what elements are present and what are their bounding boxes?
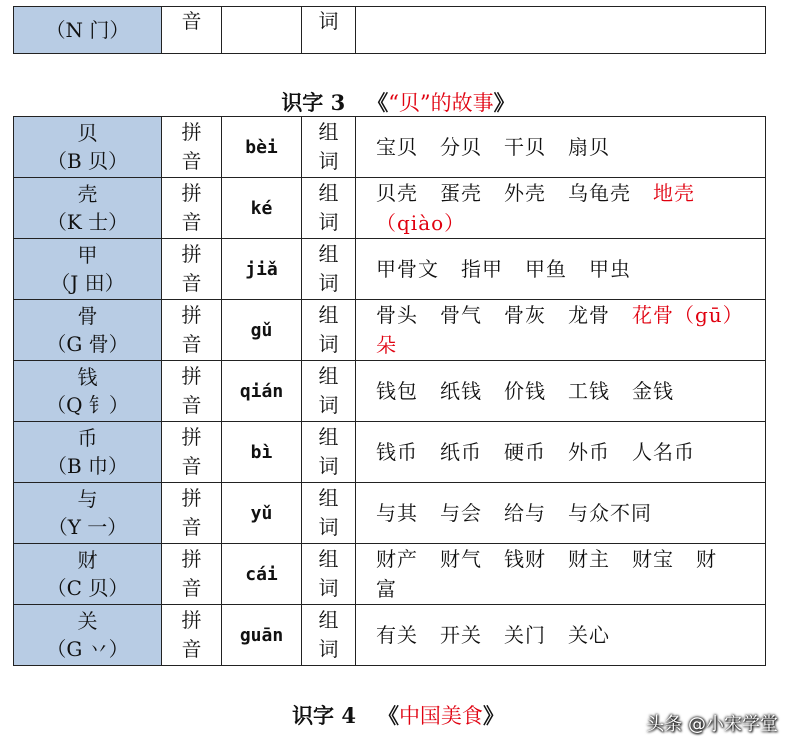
word: 指甲 — [461, 257, 503, 281]
words-cell — [356, 300, 766, 361]
radical: （Q 钅） — [46, 393, 129, 417]
character: 钱 — [77, 365, 98, 389]
word: 分贝 — [440, 135, 482, 159]
word: 甲骨文 — [376, 257, 439, 281]
words-cell — [356, 605, 766, 666]
table-row — [14, 300, 766, 361]
word: 骨气 — [440, 303, 482, 327]
label-line: 词 — [318, 393, 339, 417]
word-label-cell — [302, 117, 356, 178]
radical: （J 田） — [50, 271, 125, 295]
section4-prefix: 识字 4 — [292, 703, 356, 728]
word: 人名币 — [632, 440, 695, 464]
table-row — [14, 239, 766, 300]
label-line: 组 — [318, 425, 339, 449]
label-line: 词 — [318, 454, 339, 478]
title-bracket-close: 》 — [493, 90, 515, 115]
table-row — [14, 117, 766, 178]
label-line: 音 — [181, 210, 202, 234]
pinyin-cell: yǔ — [222, 483, 302, 544]
word-red-cont: （qiào） — [376, 211, 466, 235]
words-cell — [356, 239, 766, 300]
word: 给与 — [504, 501, 546, 525]
word-label-cell — [302, 483, 356, 544]
section4-title-red: 中国美食 — [398, 704, 483, 728]
pinyin-label-cell — [162, 544, 222, 605]
pinyin-label-cell — [162, 300, 222, 361]
label-line: 词 — [318, 576, 339, 600]
words-cell — [356, 483, 766, 544]
word-label-cell — [302, 422, 356, 483]
label-line: 组 — [318, 547, 339, 571]
table-row — [14, 178, 766, 239]
table-row — [14, 605, 766, 666]
section-title — [0, 87, 796, 117]
character-table — [13, 116, 766, 666]
word: 骨灰 — [504, 303, 546, 327]
label-line: 词 — [318, 332, 339, 356]
character: 贝 — [77, 121, 98, 145]
char-cell: （N 门） — [14, 7, 162, 54]
word: 钱币 — [376, 440, 418, 464]
label-cell: 音 — [162, 7, 222, 54]
pinyin-cell: ké — [222, 178, 302, 239]
word: 纸钱 — [440, 379, 482, 403]
word: 与会 — [440, 501, 482, 525]
label-line: 音 — [181, 454, 202, 478]
pinyin-label-cell — [162, 178, 222, 239]
label-line: 词 — [318, 515, 339, 539]
label-line: 音 — [181, 515, 202, 539]
char-cell — [14, 361, 162, 422]
words-cell — [356, 544, 766, 605]
label-line: 拼 — [181, 303, 202, 327]
character: 骨 — [77, 304, 98, 328]
pinyin-label-cell — [162, 361, 222, 422]
label-line: 词 — [318, 271, 339, 295]
table-row — [14, 544, 766, 605]
character: 壳 — [77, 182, 98, 206]
word-cont: 富 — [376, 577, 397, 601]
label-line: 拼 — [181, 181, 202, 205]
char-cell — [14, 300, 162, 361]
word: 硬币 — [504, 440, 546, 464]
word: 开关 — [440, 623, 482, 647]
radical: （B 巾） — [46, 454, 129, 478]
radical: （Y 一） — [47, 515, 128, 539]
radical: （G 丷） — [46, 637, 129, 661]
word: 龙骨 — [568, 303, 610, 327]
pinyin-label-cell — [162, 117, 222, 178]
watermark: 头条 @小宋学堂 — [646, 714, 778, 735]
pinyin-cell — [222, 7, 302, 54]
title4-bracket-open: 《 — [377, 703, 399, 728]
label-line: 音 — [181, 271, 202, 295]
label-line: 组 — [318, 608, 339, 632]
words-cell — [356, 361, 766, 422]
word-red: 地壳 — [653, 181, 695, 205]
words-cell — [356, 7, 766, 54]
word: 干贝 — [504, 135, 546, 159]
label-line: 拼 — [181, 425, 202, 449]
word: 财宝 — [632, 547, 674, 571]
word: 工钱 — [568, 379, 610, 403]
char-cell — [14, 178, 162, 239]
word: 财 — [696, 547, 717, 571]
top-partial-table — [13, 6, 766, 54]
label-line: 拼 — [181, 242, 202, 266]
word-label-cell — [302, 300, 356, 361]
char-cell — [14, 422, 162, 483]
word: 扇贝 — [568, 135, 610, 159]
char-cell — [14, 239, 162, 300]
label-line: 词 — [318, 149, 339, 173]
pinyin-cell: jiǎ — [222, 239, 302, 300]
word-red: 花骨（gū） — [632, 303, 744, 327]
char-cell — [14, 117, 162, 178]
label-line: 拼 — [181, 120, 202, 144]
label-line: 组 — [318, 242, 339, 266]
label-line: 音 — [181, 149, 202, 173]
word: 乌龟壳 — [568, 181, 631, 205]
section-prefix: 识字 3 — [281, 90, 346, 115]
label-line: 词 — [318, 210, 339, 234]
words-cell — [356, 178, 766, 239]
pinyin-cell: guān — [222, 605, 302, 666]
words-cell — [356, 422, 766, 483]
pinyin-cell: bì — [222, 422, 302, 483]
character: 财 — [77, 548, 98, 572]
pinyin-cell: cái — [222, 544, 302, 605]
pinyin-cell: qián — [222, 361, 302, 422]
word: 有关 — [376, 623, 418, 647]
pinyin-label-cell — [162, 422, 222, 483]
label-line: 音 — [181, 637, 202, 661]
table-row — [14, 483, 766, 544]
radical: （B 贝） — [46, 149, 129, 173]
pinyin-cell: gǔ — [222, 300, 302, 361]
label-line: 组 — [318, 120, 339, 144]
word: 钱财 — [504, 547, 546, 571]
label-line: 组 — [318, 303, 339, 327]
title-bracket-open: 《 — [367, 90, 389, 115]
label-line: 音 — [181, 393, 202, 417]
word: 贝壳 — [376, 181, 418, 205]
word-label-cell — [302, 544, 356, 605]
word: 与众不同 — [568, 501, 652, 525]
pinyin-cell: bèi — [222, 117, 302, 178]
section-title-red: “贝”的故事 — [388, 91, 494, 115]
character: 与 — [77, 487, 98, 511]
word: 与其 — [376, 501, 418, 525]
radical: （G 骨） — [46, 332, 129, 356]
radical: （K 士） — [46, 210, 129, 234]
radical: （C 贝） — [46, 576, 129, 600]
label-line: 词 — [318, 637, 339, 661]
word-label-cell — [302, 605, 356, 666]
word: 外币 — [568, 440, 610, 464]
word: 宝贝 — [376, 135, 418, 159]
word: 财主 — [568, 547, 610, 571]
pinyin-label-cell — [162, 483, 222, 544]
word-label-cell — [302, 239, 356, 300]
char-cell — [14, 544, 162, 605]
label-line: 拼 — [181, 608, 202, 632]
character: 币 — [77, 426, 98, 450]
char-cell — [14, 605, 162, 666]
word-label-cell — [302, 178, 356, 239]
word: 甲鱼 — [525, 257, 567, 281]
label-line: 组 — [318, 486, 339, 510]
word: 钱包 — [376, 379, 418, 403]
label-line: 组 — [318, 364, 339, 388]
label-line: 拼 — [181, 364, 202, 388]
word: 金钱 — [632, 379, 674, 403]
word: 骨头 — [376, 303, 418, 327]
label-line: 音 — [181, 332, 202, 356]
pinyin-label-cell — [162, 239, 222, 300]
label-line: 组 — [318, 181, 339, 205]
word-label-cell: 词 — [302, 7, 356, 54]
character: 关 — [77, 609, 98, 633]
word: 价钱 — [504, 379, 546, 403]
word-label-cell — [302, 361, 356, 422]
word: 甲虫 — [589, 257, 631, 281]
word: 纸币 — [440, 440, 482, 464]
pinyin-label-cell — [162, 605, 222, 666]
title4-bracket-close: 》 — [482, 703, 504, 728]
word: 财气 — [440, 547, 482, 571]
table-row — [14, 361, 766, 422]
word: 关心 — [568, 623, 610, 647]
char-cell — [14, 483, 162, 544]
label-line: 音 — [181, 576, 202, 600]
word: 财产 — [376, 547, 418, 571]
character: 甲 — [77, 243, 98, 267]
words-cell — [356, 117, 766, 178]
word: 关门 — [504, 623, 546, 647]
label-line: 拼 — [181, 486, 202, 510]
word-red-cont: 朵 — [376, 333, 397, 357]
label-line: 拼 — [181, 547, 202, 571]
word: 外壳 — [504, 181, 546, 205]
word: 蛋壳 — [440, 181, 482, 205]
table-row — [14, 422, 766, 483]
